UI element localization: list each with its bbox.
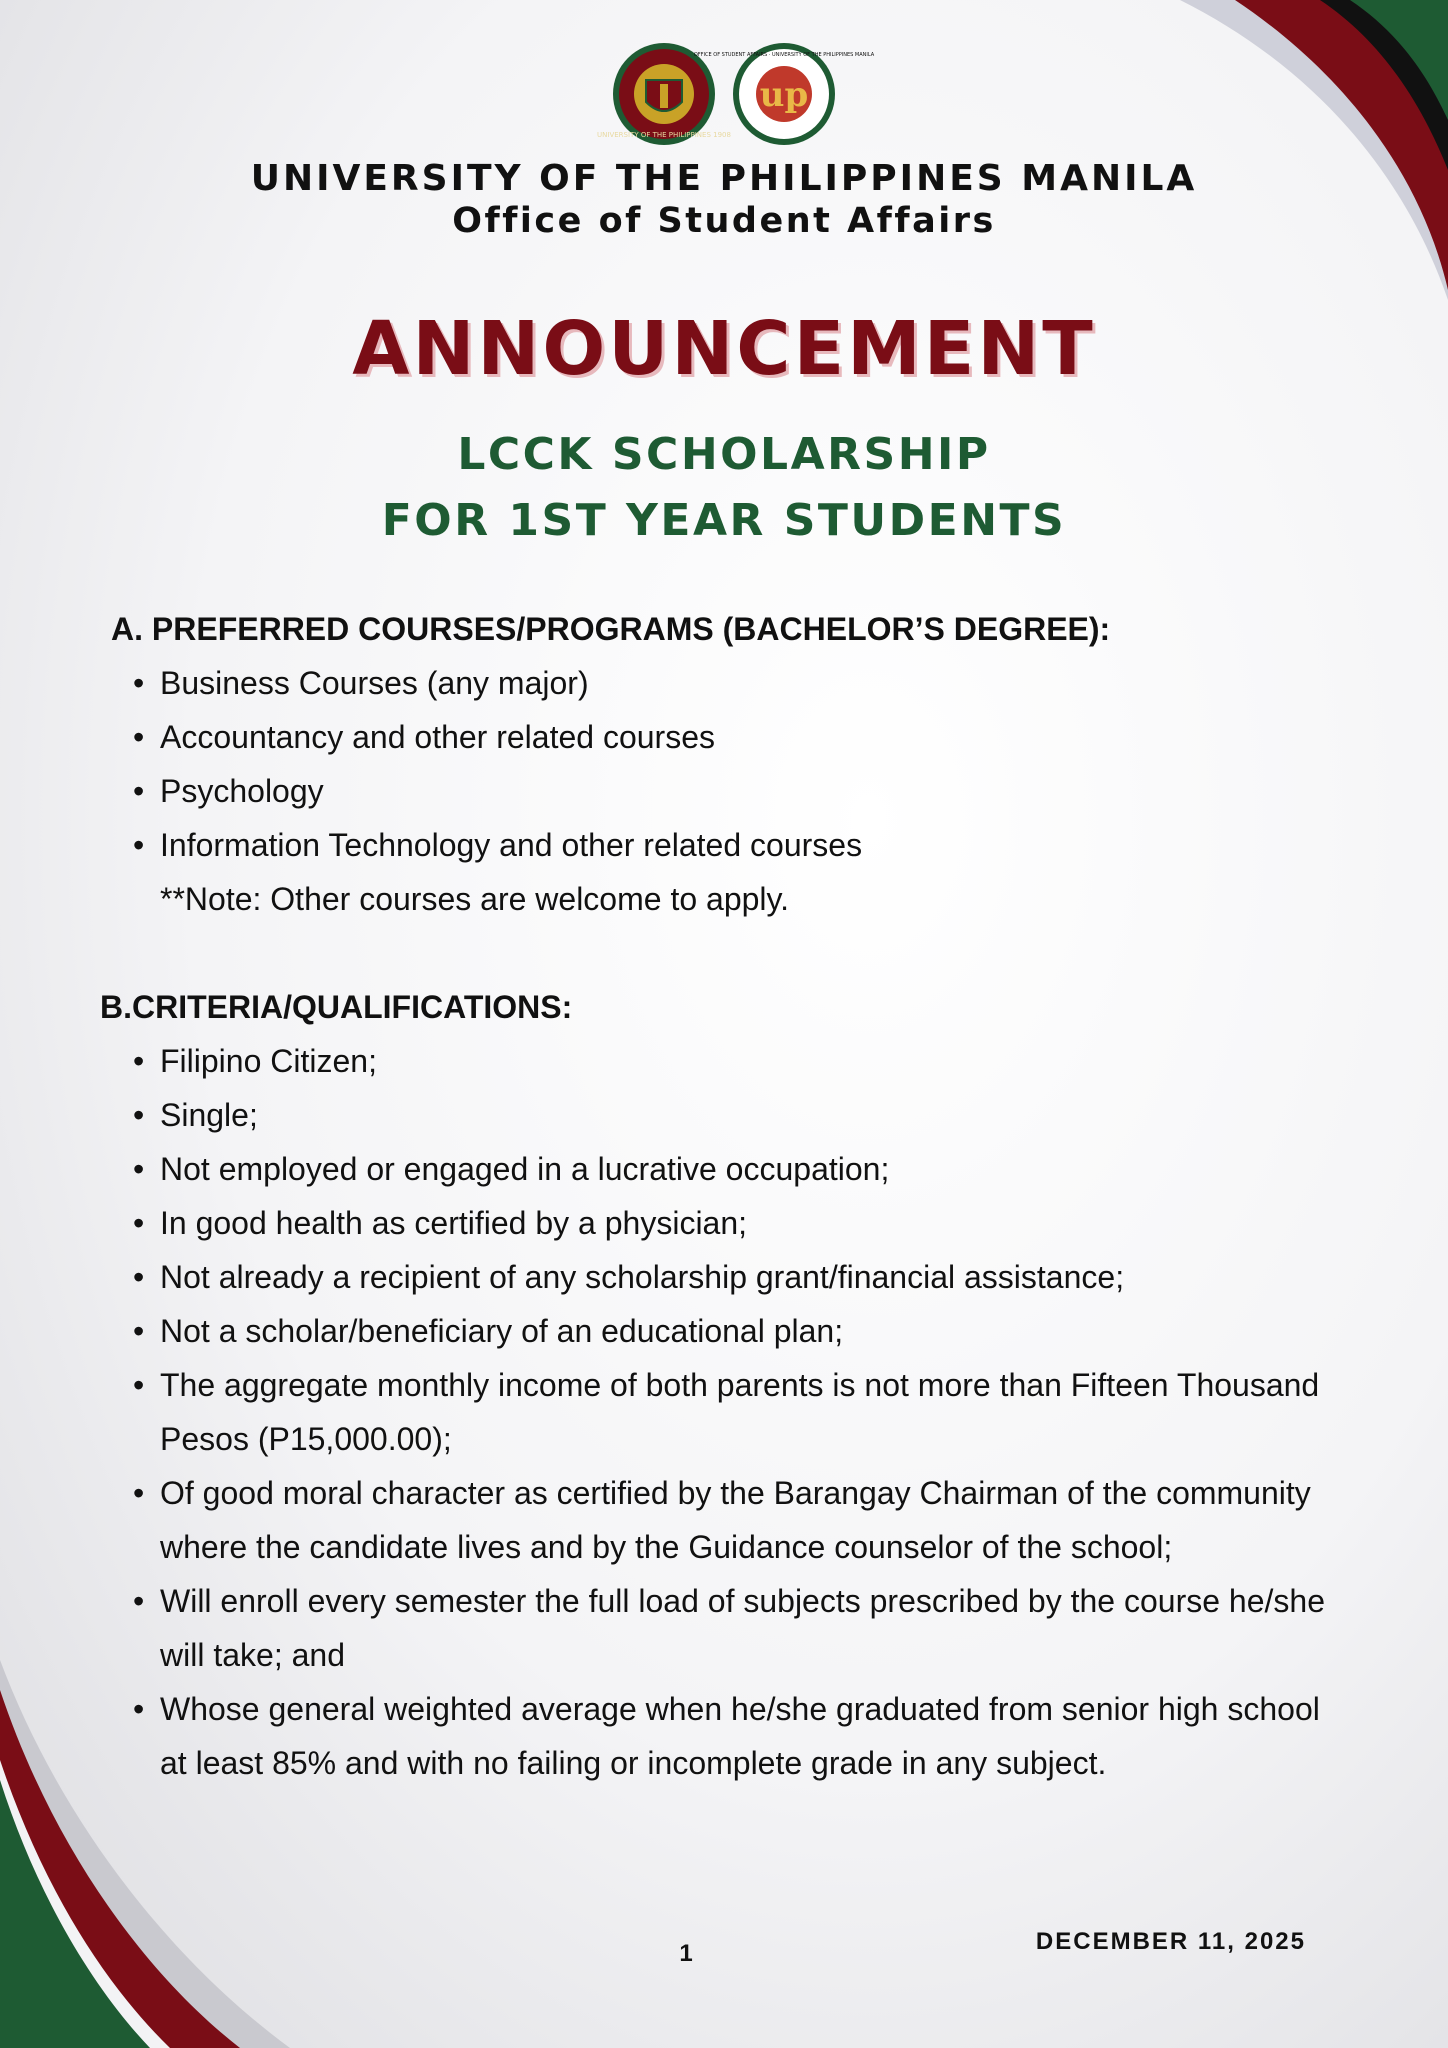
criteria-list (100, 1034, 1340, 1790)
scholarship-subtitle (0, 422, 1448, 554)
logo-row (0, 40, 1448, 148)
preferred-courses-list (100, 656, 1340, 872)
list-item: • Information Technology and other related courses (100, 818, 1340, 872)
osa-seal-logo (693, 40, 875, 148)
list-item: • The aggregate monthly income of both parents is not more than Fifteen Thousand Pesos (P15,000.00); (100, 1358, 1340, 1466)
list-item: • Of good moral character as certified by the Barangay Chairman of the community where the candidate lives and by the Guidance counselor of the school; (100, 1466, 1340, 1574)
up-seal-text: UNIVERSITY OF THE PHILIPPINES 1908 (597, 131, 731, 139)
section-spacer (100, 926, 1340, 980)
page-number: 1 (679, 1940, 693, 1967)
announcement-title: ANNOUNCEMENT (352, 306, 1096, 392)
osa-seal-mark: up (759, 75, 809, 115)
announcement-body (100, 602, 1340, 1790)
list-item: • Will enroll every semester the full load of subjects prescribed by the course he/she will take; and (100, 1574, 1340, 1682)
list-item: • In good health as certified by a physician; (100, 1196, 1340, 1250)
list-item: • Not a scholar/beneficiary of an educational plan; (100, 1304, 1340, 1358)
osa-seal-text: OFFICE OF STUDENT AFFAIRS · UNIVERSITY OF THE PHILIPPINES MANILA (693, 52, 875, 58)
section-a-heading: A. PREFERRED COURSES/PROGRAMS (BACHELOR’S DEGREE): (111, 611, 1111, 647)
list-item: • Accountancy and other related courses (100, 710, 1340, 764)
subtitle-line-1: LCCK SCHOLARSHIP (457, 429, 991, 480)
office-name: Office of Student Affairs (452, 201, 996, 241)
list-item: • Not already a recipient of any scholarship grant/financial assistance; (100, 1250, 1340, 1304)
list-item: • Psychology (100, 764, 1340, 818)
list-item: • Single; (100, 1088, 1340, 1142)
institution-header (0, 158, 1448, 241)
announcement-date: DECEMBER 11, 2025 (1035, 1928, 1306, 1955)
list-item: • Not employed or engaged in a lucrative occupation; (100, 1142, 1340, 1196)
courses-note: **Note: Other courses are welcome to apply. (160, 881, 790, 917)
list-item: • Filipino Citizen; (100, 1034, 1340, 1088)
list-item: • Business Courses (any major) (100, 656, 1340, 710)
section-b-heading: B.CRITERIA/QUALIFICATIONS: (100, 989, 573, 1025)
university-name: UNIVERSITY OF THE PHILIPPINES MANILA (250, 158, 1198, 199)
list-item: • Whose general weighted average when he/she graduated from senior high school at least 85% and with no failing or incomplete grade in any subject. (100, 1682, 1340, 1790)
subtitle-line-2: FOR 1ST YEAR STUDENTS (381, 495, 1067, 546)
